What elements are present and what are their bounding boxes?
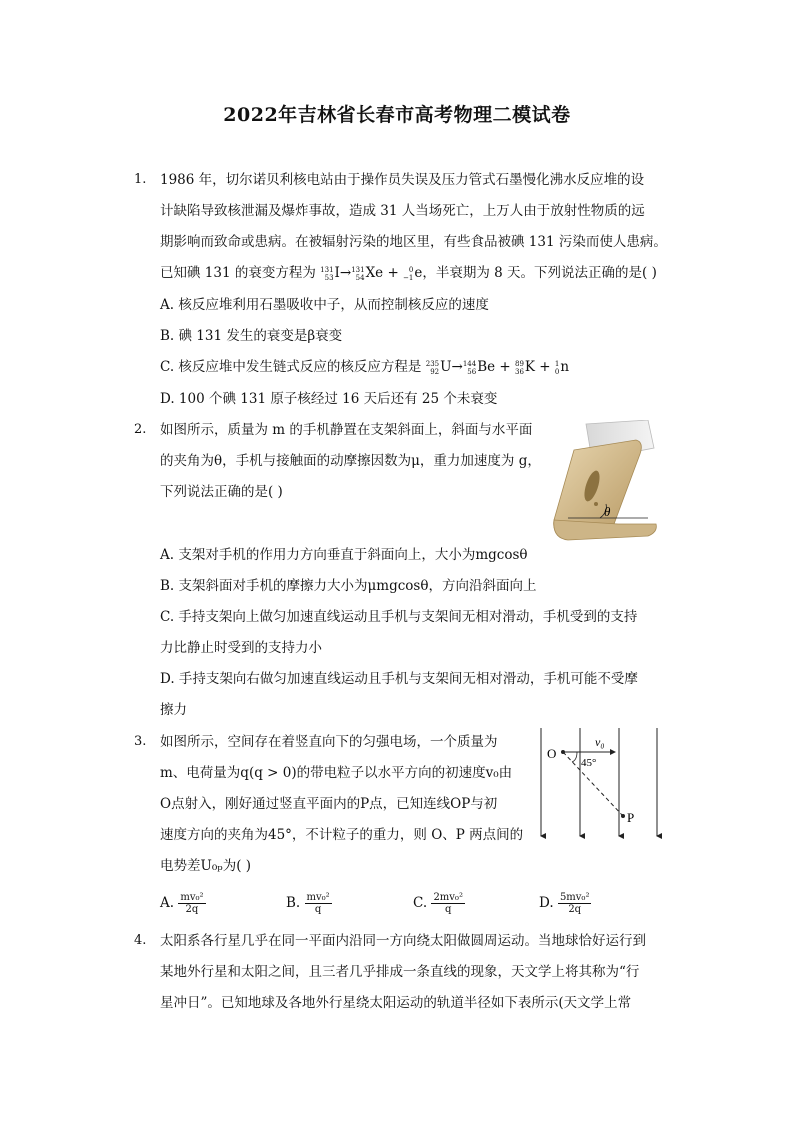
question-2-option-c[interactable]: C. 手持支架向上做匀加速直线运动且手机与支架间无相对滑动，手机受到的支持 [160,609,638,625]
fraction-denominator: 2q [185,904,199,915]
nuclide-neutron: 1 0 [554,359,560,376]
v0-label: v₀ [595,735,605,749]
electric-field-figure [535,728,665,840]
option-letter: D. [539,895,554,911]
option-letter: B. [286,895,301,911]
question-1-number: 1. [134,172,147,187]
question-1-option-c-pre: C. 核反应堆中发生链式反应的核反应方程是 [160,359,426,375]
question-3-line: m、电荷量为q(q > 0)的带电粒子以水平方向的初速度v₀由 [160,765,513,781]
option-fraction [305,892,332,915]
point-o-label: O [547,746,557,761]
question-3-line: O点射入，刚好通过竖直平面内的P点，已知连线OP与初 [160,796,498,812]
question-2-number: 2. [134,422,147,437]
fraction-denominator: q [314,904,322,915]
question-2-option-b[interactable]: B. 支架斜面对手机的摩擦力大小为μmgcosθ，方向沿斜面向上 [160,578,537,594]
question-1-line: 计缺陷导致核泄漏及爆炸事故，造成 31 人当场死亡，上万人由于放射性物质的远 [160,203,645,219]
question-4-line: 星冲日”。已知地球及各地外行星绕太阳运动的轨道半径如下表所示(天文学上常 [160,995,632,1011]
fraction-numerator: 5mv₀² [559,892,590,903]
angle-label: 45° [581,757,597,769]
question-2-option-d[interactable]: D. 手持支架向右做匀加速直线运动且手机与支架间无相对滑动，手机可能不受摩 [160,671,638,687]
question-2-line: 的夹角为θ，手机与接触面的动摩擦因数为μ，重力加速度为 g， [160,453,541,469]
option-letter: A. [160,895,175,911]
option-fraction [431,892,465,915]
theta-label: θ [604,504,611,519]
nuclide-xenon: 131 54 [351,265,365,282]
question-1-option-b[interactable]: B. 碘 131 发生的衰变是β衰变 [160,328,343,344]
question-3-line: 如图所示，空间存在着竖直向下的匀强电场，一个质量为 [160,734,498,750]
fraction-denominator: q [444,904,452,915]
question-1-option-d[interactable]: D. 100 个碘 131 原子核经过 16 天后还有 25 个未衰变 [160,391,498,407]
question-3-option-a[interactable] [160,892,206,915]
question-2-line: 如图所示，质量为 m 的手机静置在支架斜面上，斜面与水平面 [160,422,533,438]
page-title: 2022年吉林省长春市高考物理二模试卷 [223,104,571,126]
nuclide-electron: 0 −1 [403,265,414,282]
question-4-number: 4. [134,933,147,948]
question-3-option-c[interactable] [413,892,465,915]
question-3-option-d[interactable] [539,892,591,915]
question-3-line: 速度方向的夹角为45°，不计粒子的重力，则 O、P 两点间的 [160,827,524,843]
fraction-denominator: 2q [568,904,582,915]
fraction-numerator: 2mv₀² [433,892,463,903]
option-fraction [178,892,205,915]
question-1-line: 1986 年，切尔诺贝利核电站由于操作员失误及压力管式石墨慢化沸水反应堆的设 [160,172,645,188]
point-p-label: P [627,810,635,825]
nuclide-barium: 144 56 [462,359,477,376]
question-1-line4-pre: 已知碘 131 的衰变方程为 [160,265,321,281]
question-1-option-a[interactable]: A. 核反应堆利用石墨吸收中子，从而控制核反应的速度 [160,297,489,313]
question-3-number: 3. [134,734,147,749]
question-4-line: 某地外行星和太阳之间，且三者几乎排成一条直线的现象，天文学上将其称为“行 [160,964,640,980]
question-2-option-a[interactable]: A. 支架对手机的作用力方向垂直于斜面向上，大小为mgcosθ [160,547,528,563]
question-2-option-c-cont: 力比静止时受到的支持力小 [160,640,322,656]
question-1-option-c[interactable]: C. 核反应堆中发生链式反应的核反应方程是 235 92 U→ 144 56 Be + 89 36 K + 1 0 n [160,359,570,376]
question-1-line: 期影响而致命或患病。在被辐射污染的地区里，有些食品被碘 131 污染而使人患病。 [160,234,667,250]
nuclide-uranium: 235 92 [425,359,440,376]
fraction-numerator: mv₀² [306,892,330,903]
phone-stand-figure [548,420,660,548]
question-1-line4-post: ，半衰期为 8 天。下列说法正确的是( ) [422,265,657,281]
fraction-numerator: mv₀² [180,892,204,903]
question-4-line: 太阳系各行星几乎在同一平面内沿同一方向绕太阳做圆周运动。当地球恰好运行到 [160,933,646,949]
option-fraction [558,892,592,915]
question-3-option-b[interactable] [286,892,332,915]
question-1-line: 已知碘 131 的衰变方程为 131 53 I→ 131 54 Xe + 0 −1 e，半衰期为 8 天。下列说法正确的是( ) [160,265,657,282]
question-2-option-d-cont: 擦力 [160,702,187,718]
nuclide-krypton: 89 36 [515,359,524,376]
question-2-line: 下列说法正确的是( ) [160,484,283,500]
nuclide-iodine: 131 53 [320,265,334,282]
option-letter: C. [413,895,428,911]
question-3-line: 电势差U₀ₚ为( ) [160,858,252,874]
